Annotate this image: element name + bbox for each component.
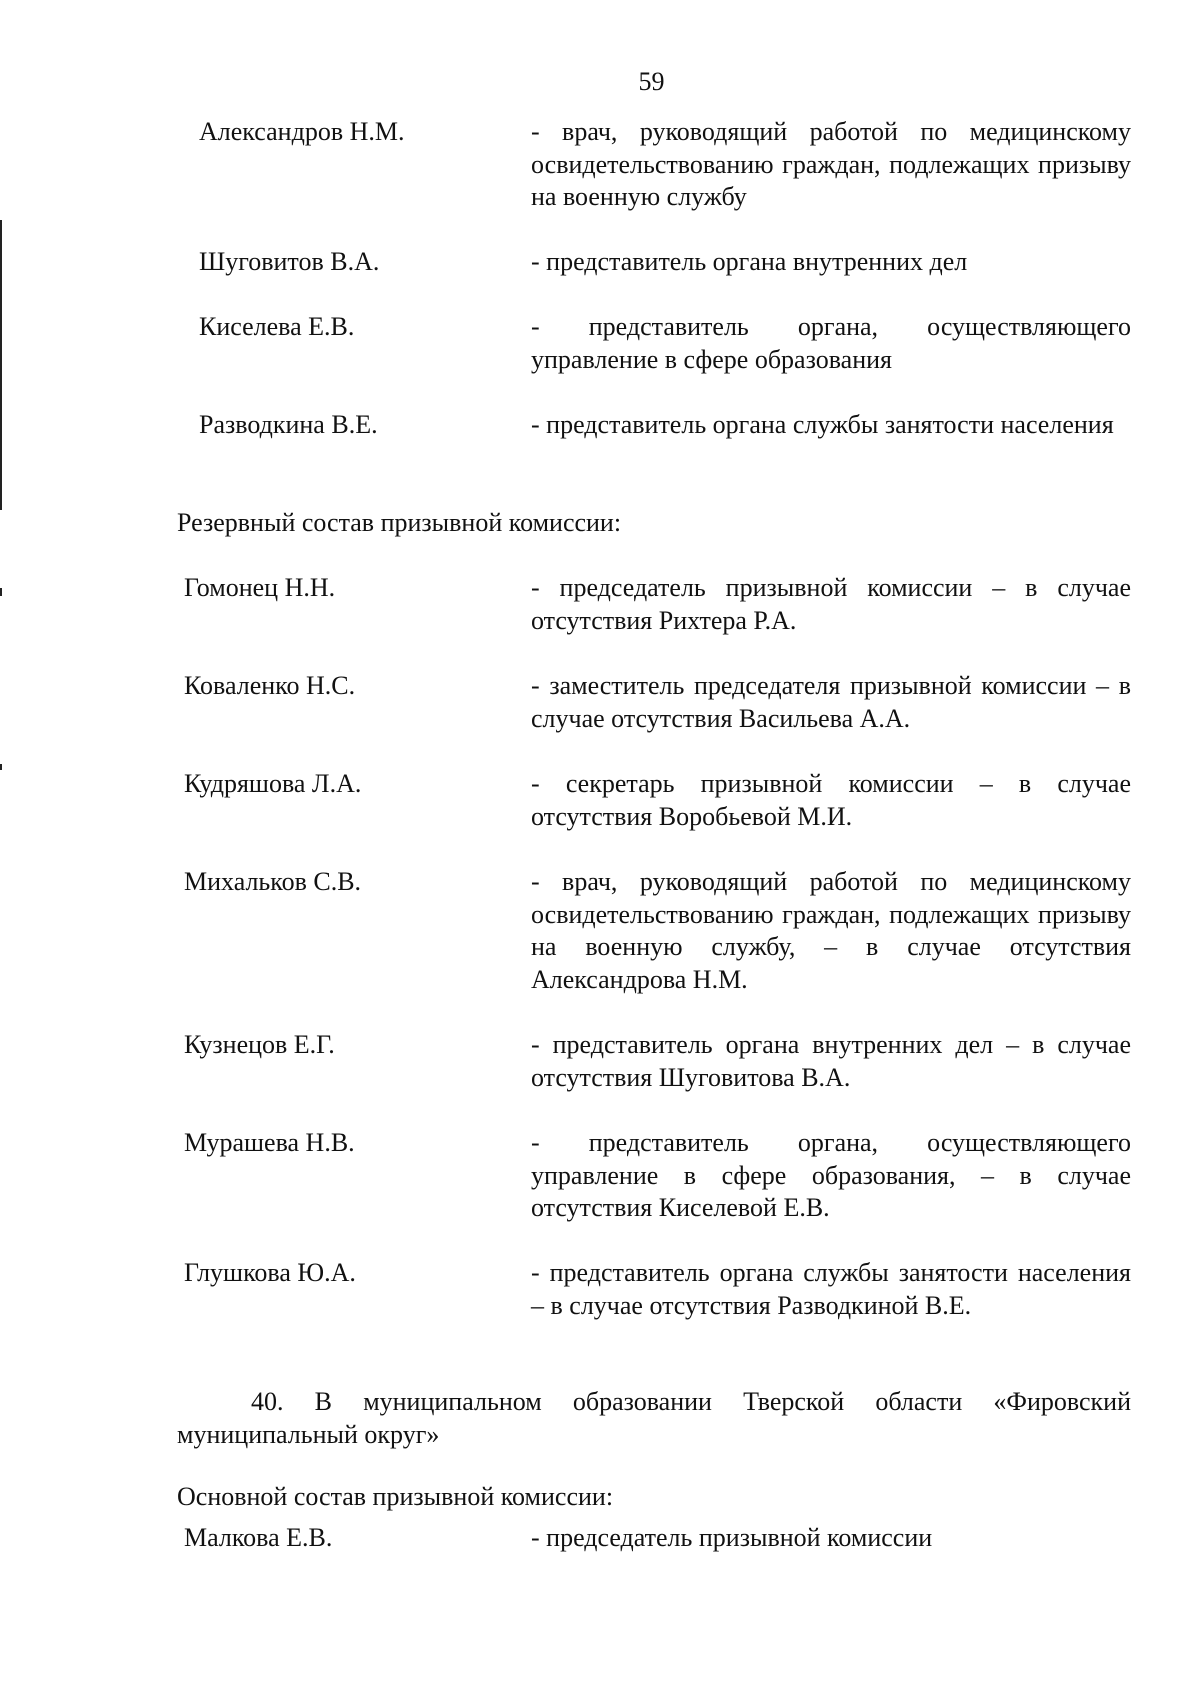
member-duty: - врач, руководящий работой по медицинскому освидетельствованию граждан, подлежащих призыву на военную службу [531, 117, 1131, 211]
member-duty: - председатель призывной комиссии [531, 1523, 933, 1552]
member-name: Разводкина В.Е. [199, 410, 378, 439]
member-duty: - представитель органа, осуществляющего управление в сфере образования [531, 312, 1131, 374]
member-duty: - представитель органа, осуществляющего управление в сфере образования, – в случае отсутствия Киселевой Е.В. [531, 1128, 1131, 1222]
member-name: Гомонец Н.Н. [184, 573, 336, 602]
member-name: Мурашева Н.В. [184, 1128, 355, 1157]
member-duty: - председатель призывной комиссии – в случае отсутствия Рихтера Р.А. [531, 573, 1131, 635]
member-name: Малкова Е.В. [184, 1523, 333, 1552]
scan-edge-mark [0, 764, 2, 770]
member-name: Михальков С.В. [184, 867, 362, 896]
member-duty: - представитель органа службы занятости населения [531, 410, 1114, 439]
member-duty: - врач, руководящий работой по медицинскому освидетельствованию граждан, подлежащих призыву на военную службу, – в случае отсутствия Александрова Н.М. [531, 867, 1131, 994]
section-40-paragraph: 40. В муниципальном образовании Тверской области «Фировский муниципальный округ» [177, 1387, 1131, 1449]
page-number: 59 [638, 67, 665, 96]
reserve-heading: Резервный состав призывной комиссии: [177, 508, 622, 537]
member-name: Глушкова Ю.А. [184, 1258, 356, 1287]
member-name: Киселева Е.В. [199, 312, 355, 341]
member-duty: - представитель органа внутренних дел – в случае отсутствия Шуговитова В.А. [531, 1030, 1131, 1092]
member-duty: - заместитель председателя призывной комиссии – в случае отсутствия Васильева А.А. [531, 671, 1131, 733]
member-name: Коваленко Н.С. [184, 671, 356, 700]
member-duty: - представитель органа внутренних дел [531, 247, 968, 276]
scan-edge-mark [0, 588, 2, 596]
member-duty: - секретарь призывной комиссии – в случае отсутствия Воробьевой М.И. [531, 769, 1131, 831]
member-name: Кузнецов Е.Г. [184, 1030, 335, 1059]
scan-edge-mark [0, 220, 2, 510]
member-duty: - представитель органа службы занятости населения – в случае отсутствия Разводкиной В.Е. [531, 1258, 1131, 1320]
member-name: Кудряшова Л.А. [184, 769, 362, 798]
member-name: Александров Н.М. [199, 117, 405, 146]
main-composition-heading: Основной состав призывной комиссии: [177, 1482, 614, 1511]
member-name: Шуговитов В.А. [199, 247, 380, 276]
